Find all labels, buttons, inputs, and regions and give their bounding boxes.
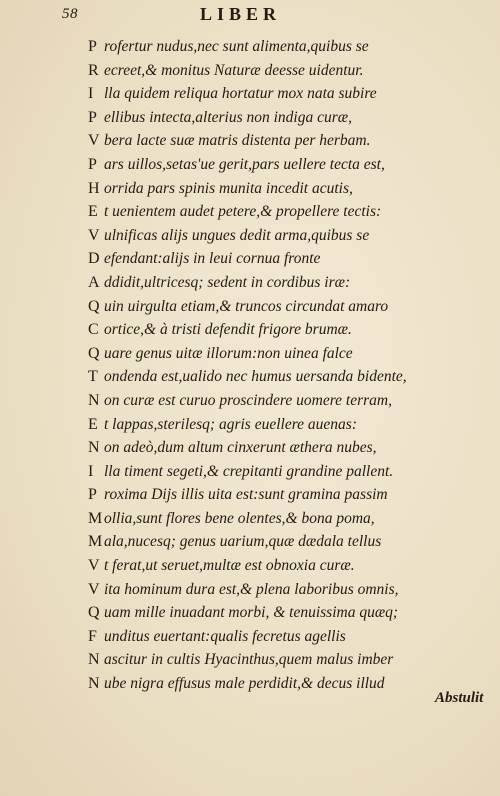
verse-text: ulnificas alijs ungues dedit arma,quibus se xyxy=(104,226,370,244)
verse-text: lla quidem reliqua hortatur mox nata subire xyxy=(104,85,377,103)
verse-text: ellibus intecta,alterius non indiga curæ, xyxy=(104,108,352,126)
verse-line xyxy=(88,35,488,59)
verse-initial: Q xyxy=(88,604,100,622)
verse-line xyxy=(88,247,488,271)
verse-line xyxy=(88,82,488,106)
verse-line xyxy=(88,318,488,342)
running-head: LIBER xyxy=(200,4,282,24)
verse-text: t ferat,ut seruet,multæ est obnoxia curæ. xyxy=(104,557,355,575)
verse-initial: F xyxy=(88,627,97,645)
verse-text: ita hominum dura est,& plena laboribus omnis, xyxy=(104,580,399,598)
verse-line xyxy=(88,483,488,507)
verse-line xyxy=(88,672,488,696)
verse-line xyxy=(88,648,488,672)
page-number: 58 xyxy=(62,6,78,22)
verse-text: ascitur in cultis Hyacinthus,quem malus imber xyxy=(104,651,394,669)
verse-initial: N xyxy=(88,439,100,457)
verse-block xyxy=(88,35,488,696)
verse-text: orrida pars spinis munita incedit acutis, xyxy=(104,179,353,197)
verse-initial: E xyxy=(88,415,98,433)
verse-line xyxy=(88,342,488,366)
verse-initial: E xyxy=(88,203,98,221)
verse-initial: Q xyxy=(88,344,100,362)
verse-line xyxy=(88,365,488,389)
verse-initial: A xyxy=(88,273,100,291)
verse-text: t uenientem audet petere,& propellere tectis: xyxy=(104,203,382,221)
verse-line xyxy=(88,436,488,460)
verse-initial: V xyxy=(88,580,100,598)
verse-initial: N xyxy=(88,391,100,409)
verse-text: unditus euertant:qualis fecretus agellis xyxy=(104,627,346,645)
verse-text: ortice,& à tristi defendit frigore brumæ. xyxy=(104,321,352,339)
verse-text: t lappas,sterilesq; agris euellere auenas: xyxy=(104,415,357,433)
verse-initial: V xyxy=(88,557,100,575)
verse-initial: R xyxy=(88,61,99,79)
verse-initial: I xyxy=(88,462,94,480)
verse-initial: P xyxy=(88,108,97,126)
verse-initial: V xyxy=(88,132,100,150)
verse-text: ala,nucesq; genus uarium,quæ dædala tellus xyxy=(104,533,382,551)
verse-initial: C xyxy=(88,321,99,339)
verse-initial: Q xyxy=(88,297,100,315)
verse-initial: D xyxy=(88,250,100,268)
verse-text: ollia,sunt flores bene olentes,& bona poma, xyxy=(104,509,375,527)
verse-initial: T xyxy=(88,368,98,386)
verse-line xyxy=(88,530,488,554)
verse-initial: I xyxy=(88,85,94,103)
verse-line xyxy=(88,578,488,602)
verse-line xyxy=(88,224,488,248)
verse-text: uare genus uitæ illorum:non uinea falce xyxy=(104,344,353,362)
verse-line xyxy=(88,507,488,531)
verse-text: ecreet,& monitus Naturæ deesse uidentur. xyxy=(104,61,364,79)
verse-initial: P xyxy=(88,38,97,55)
verse-text: ddidit,ultricesq; sedent in cordibus iræ: xyxy=(104,273,351,291)
verse-text: on adeò,dum altum cinxerunt æthera nubes, xyxy=(104,439,377,457)
verse-line xyxy=(88,153,488,177)
verse-initial: V xyxy=(88,226,100,244)
verse-text: rofertur nudus,nec sunt alimenta,quibus se xyxy=(104,38,369,55)
verse-text: ube nigra effusus male perdidit,& decus illud xyxy=(104,675,385,693)
catchword: Abstulit xyxy=(435,690,484,706)
verse-line xyxy=(88,59,488,83)
verse-line xyxy=(88,295,488,319)
verse-line xyxy=(88,129,488,153)
verse-text: lla timent segeti,& crepitanti grandine pallent. xyxy=(104,462,394,480)
verse-line xyxy=(88,601,488,625)
verse-line xyxy=(88,106,488,130)
verse-line xyxy=(88,625,488,649)
verse-line xyxy=(88,389,488,413)
verse-line xyxy=(88,460,488,484)
verse-line xyxy=(88,200,488,224)
verse-initial: H xyxy=(88,179,100,197)
verse-text: ars uillos,setas'ue gerit,pars uellere tecta est, xyxy=(104,155,385,173)
verse-text: efendant:alijs in leui cornua fronte xyxy=(104,250,321,268)
verse-initial: P xyxy=(88,155,97,173)
verse-line xyxy=(88,177,488,201)
verse-initial: N xyxy=(88,651,100,669)
verse-text: bera lacte suæ matris distenta per herbam. xyxy=(104,132,371,150)
verse-text: roxima Dijs illis uita est:sunt gramina passim xyxy=(104,486,388,504)
verse-text: on curæ est curuo proscindere uomere terram, xyxy=(104,391,392,409)
verse-initial: N xyxy=(88,675,100,693)
verse-initial: M xyxy=(88,509,103,527)
verse-line xyxy=(88,554,488,578)
verse-initial: M xyxy=(88,533,103,551)
verse-line xyxy=(88,271,488,295)
verse-line xyxy=(88,413,488,437)
verse-text: uin uirgulta etiam,& truncos circundat amaro xyxy=(104,297,389,315)
verse-text: ondenda est,ualido nec humus uersanda bidente, xyxy=(104,368,407,386)
verse-text: uam mille inuadant morbi, & tenuissima quæq; xyxy=(104,604,399,622)
verse-initial: P xyxy=(88,486,97,504)
